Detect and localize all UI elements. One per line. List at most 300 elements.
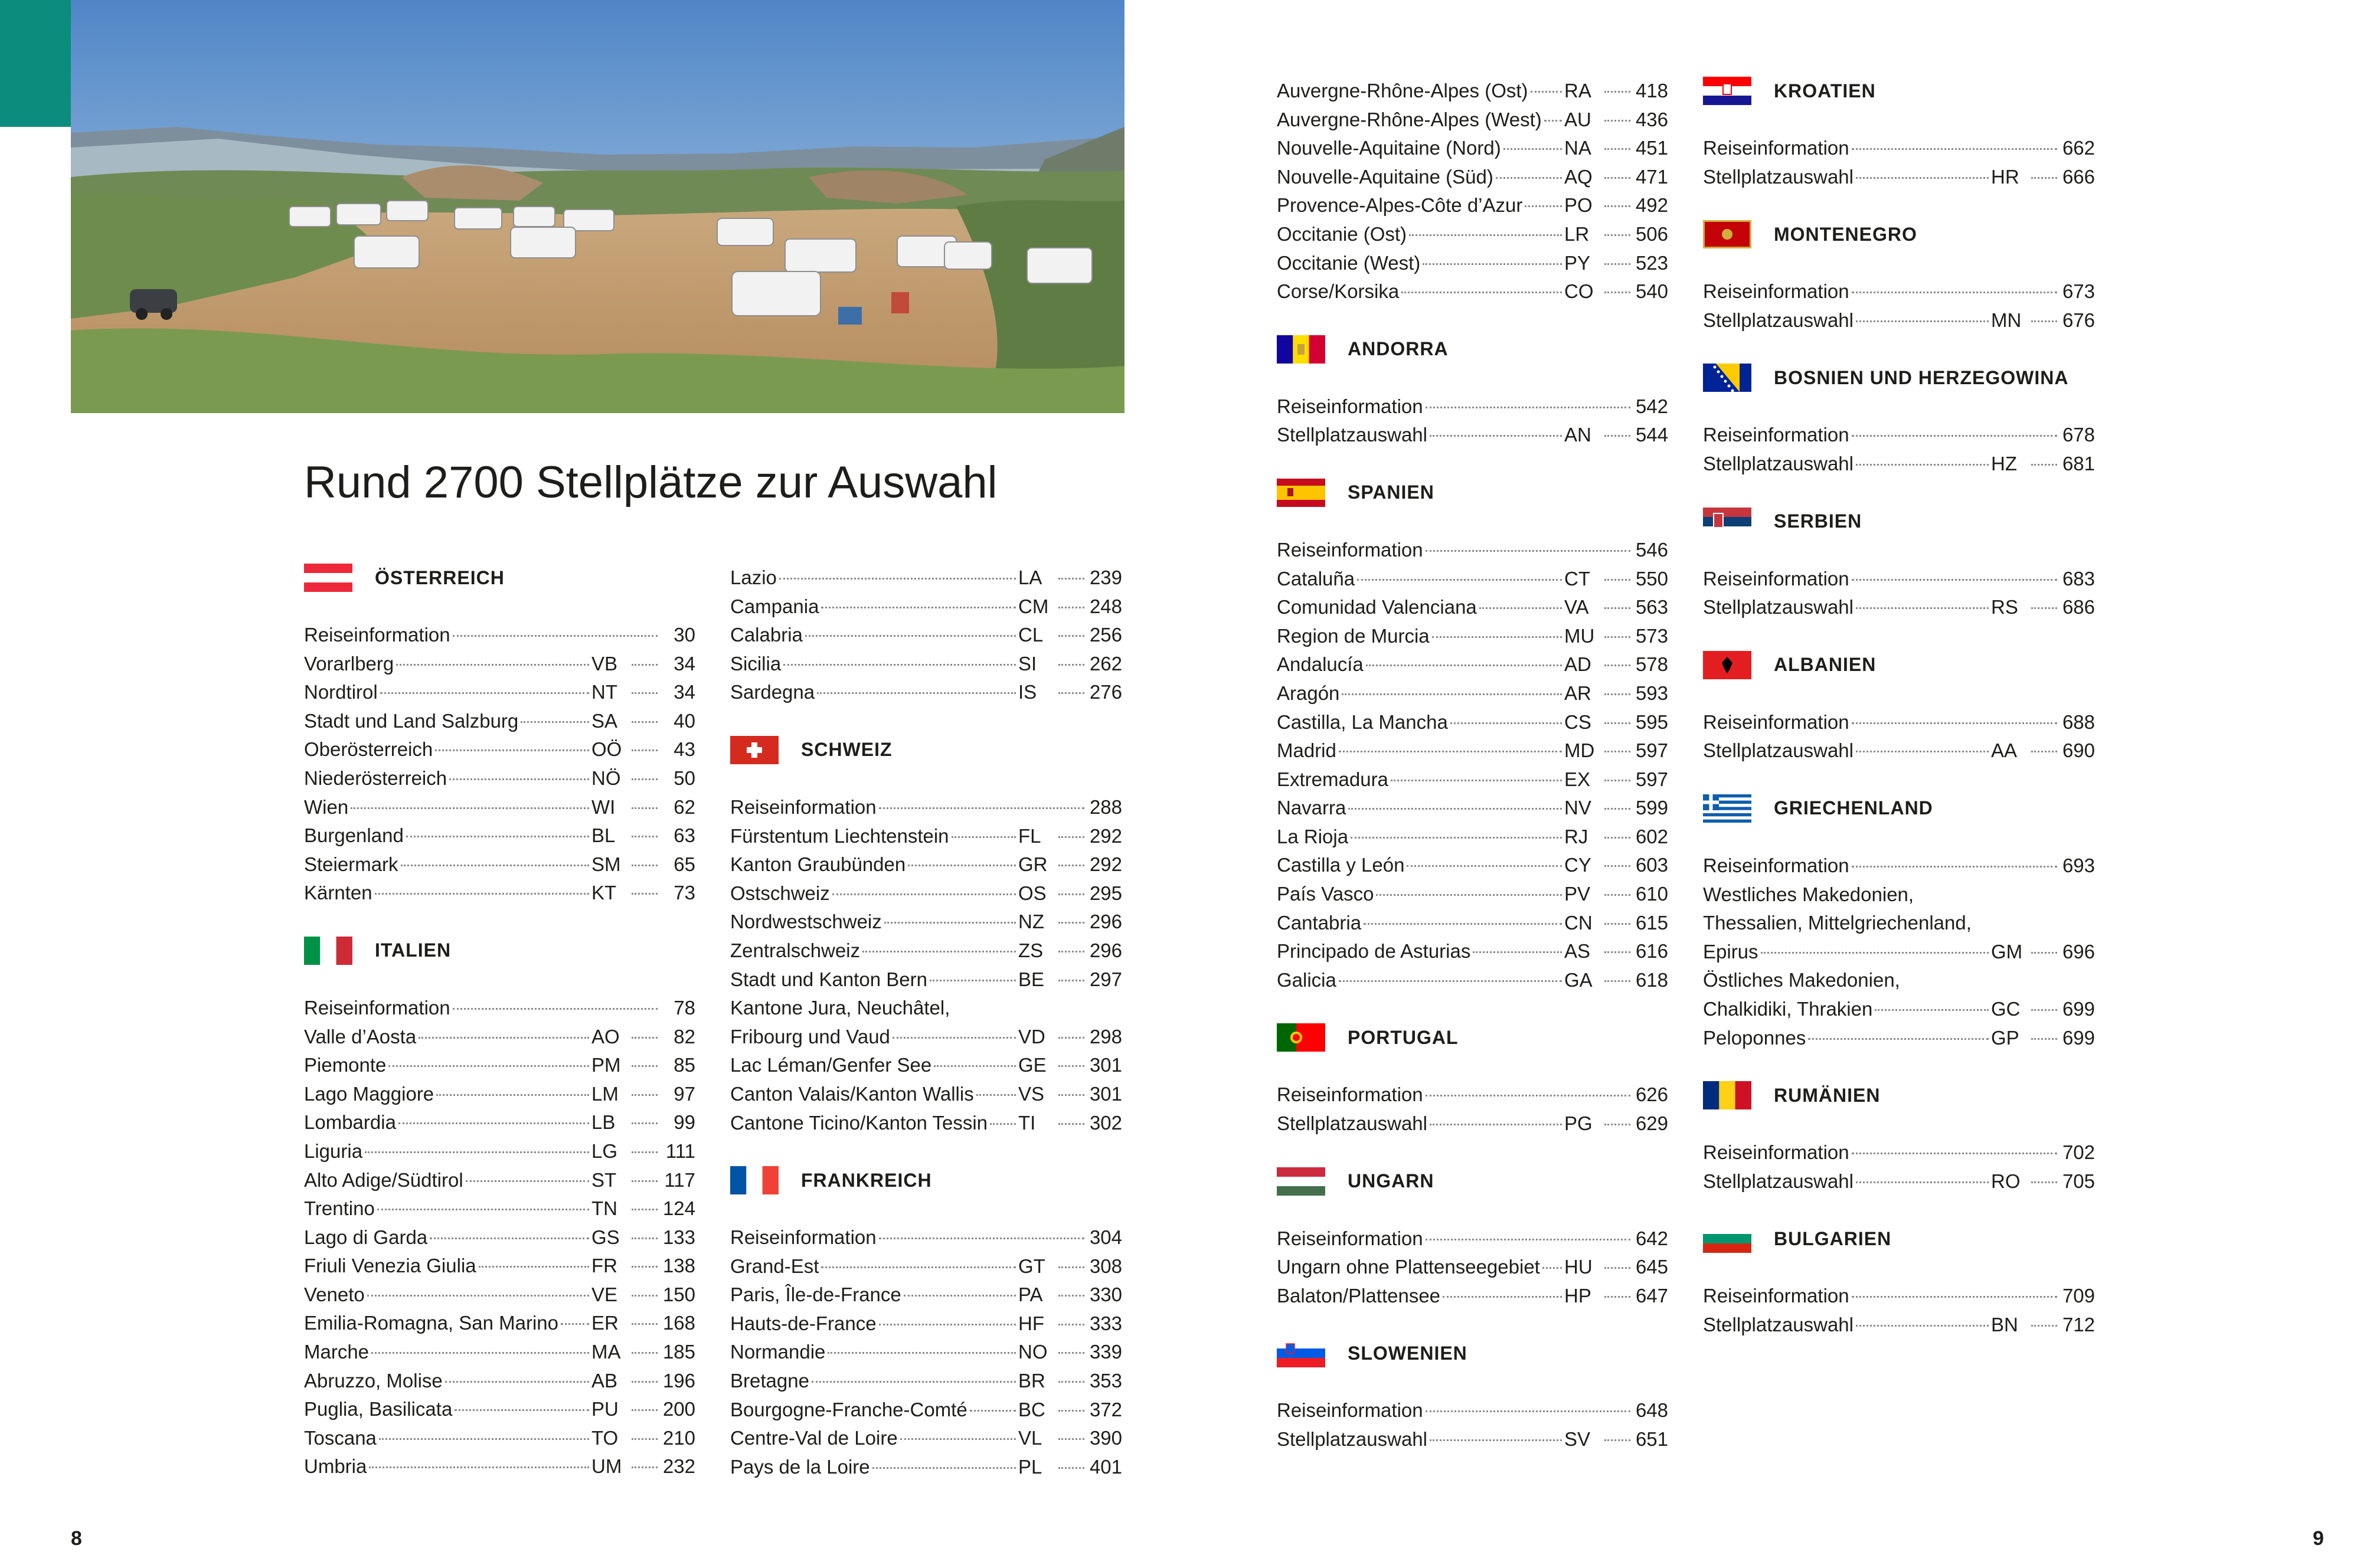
dot-leader [1058, 1410, 1084, 1412]
dot-leader [1852, 148, 2057, 150]
toc-entry[interactable] [730, 1252, 1122, 1281]
region-code: HU [1564, 1256, 1593, 1278]
toc-entry[interactable] [304, 1166, 695, 1195]
toc-entry[interactable] [1703, 708, 2095, 737]
toc-entry[interactable] [304, 764, 695, 793]
toc-entry[interactable] [730, 592, 1122, 621]
dot-leader [351, 807, 589, 809]
page-number: 615 [1635, 911, 1668, 934]
region-code: KT [591, 882, 617, 904]
country-title: ÖSTERREICH [375, 567, 505, 588]
toc-entry-label: Reiseinformation [1703, 280, 1849, 303]
page-number: 676 [2062, 309, 2095, 331]
toc-entry[interactable] [1703, 593, 2095, 622]
toc-entry[interactable] [730, 1223, 1122, 1252]
dot-leader [1426, 1095, 1630, 1096]
toc-entry[interactable] [304, 1452, 695, 1481]
dot-leader [1604, 579, 1630, 581]
dot-leader [1604, 1124, 1630, 1125]
toc-entry[interactable] [1277, 1253, 1668, 1282]
country-section [1277, 77, 1668, 306]
dot-leader [821, 607, 1016, 608]
toc-entry[interactable] [730, 678, 1122, 707]
dot-leader [632, 1238, 658, 1239]
dot-leader [449, 778, 589, 780]
page-number: 185 [662, 1341, 695, 1363]
page-number: 418 [1635, 80, 1668, 102]
toc-entry[interactable] [1277, 708, 1668, 737]
toc-entry-label: Stellplatzauswahl [1703, 596, 1853, 618]
toc-entry[interactable] [730, 1109, 1122, 1138]
region-code: LM [591, 1082, 619, 1105]
toc-entry[interactable] [1277, 277, 1668, 306]
toc-entry[interactable] [304, 650, 695, 679]
region-code: LB [591, 1111, 616, 1134]
page-number: 239 [1089, 567, 1122, 588]
page-number: 563 [1635, 596, 1668, 618]
toc-entry[interactable] [304, 1023, 695, 1052]
toc-entry[interactable] [1277, 1282, 1668, 1311]
toc-entry[interactable] [304, 1395, 695, 1424]
dot-leader [1604, 120, 1630, 122]
toc-entry[interactable] [730, 1424, 1122, 1453]
toc-entry[interactable] [1703, 421, 2095, 450]
region-code: EX [1564, 768, 1591, 790]
country-section [1277, 1339, 1668, 1454]
toc-entry-label: Ungarn ohne Plattenseegebiet [1277, 1256, 1540, 1278]
toc-entry[interactable] [1277, 392, 1668, 421]
page-number: 99 [674, 1111, 695, 1134]
toc-entry[interactable] [730, 994, 1122, 1023]
dot-leader [1604, 664, 1630, 666]
toc-entry[interactable] [304, 1338, 695, 1367]
dot-leader [2031, 952, 2057, 954]
toc-entry[interactable] [304, 621, 695, 650]
dot-leader [1604, 980, 1630, 982]
toc-entry[interactable] [1277, 679, 1668, 708]
region-code: NZ [1018, 911, 1044, 933]
toc-entry[interactable] [730, 1338, 1122, 1367]
toc-entry[interactable] [1277, 622, 1668, 651]
dot-leader [371, 1352, 589, 1354]
dot-leader [632, 1295, 658, 1297]
toc-entry[interactable] [1277, 880, 1668, 909]
toc-entry[interactable] [304, 1424, 695, 1453]
toc-entry[interactable] [1703, 1024, 2095, 1053]
toc-entry[interactable] [730, 1281, 1122, 1310]
country-header [1277, 335, 1668, 364]
toc-entry[interactable] [304, 821, 695, 850]
page-number: 390 [1089, 1427, 1122, 1449]
page-number: 295 [1089, 882, 1122, 904]
country-title: SLOWENIEN [1348, 1342, 1467, 1364]
page-number: 296 [1089, 911, 1122, 933]
toc-entry[interactable] [304, 1281, 695, 1310]
toc-entry[interactable] [1277, 1109, 1668, 1138]
page-number: 292 [1089, 824, 1122, 847]
dot-leader [1342, 693, 1562, 695]
toc-entry-label: Burgenland [304, 824, 404, 847]
region-code: ZS [1018, 939, 1044, 961]
dot-leader [1604, 91, 1630, 93]
toc-entry[interactable] [730, 564, 1122, 592]
dot-leader [1604, 923, 1630, 925]
toc-entry-label: Chalkidiki, Thrakien [1703, 997, 1873, 1020]
dot-leader [1604, 205, 1630, 207]
toc-entry[interactable] [1703, 565, 2095, 594]
region-code: BR [1018, 1370, 1045, 1392]
toc-entry[interactable] [730, 650, 1122, 679]
toc-entry[interactable] [304, 678, 695, 707]
region-code: RA [1564, 80, 1591, 102]
dot-leader [1604, 234, 1630, 236]
region-code: OS [1018, 882, 1047, 904]
page-number: 602 [1635, 825, 1668, 847]
dot-leader [904, 1295, 1016, 1297]
toc-entry[interactable] [304, 1252, 695, 1281]
toc-entry[interactable] [1703, 852, 2095, 880]
page-number: 699 [2062, 1026, 2095, 1049]
dot-leader [872, 1467, 1016, 1469]
toc-entry[interactable] [304, 1223, 695, 1252]
dot-leader [779, 578, 1016, 580]
country-header [1277, 1339, 1668, 1367]
page-number: 693 [2062, 854, 2095, 876]
toc-entry[interactable] [1277, 191, 1668, 220]
page-number: 712 [2062, 1313, 2095, 1335]
toc-entry-label: Reiseinformation [1703, 711, 1849, 733]
dot-leader [1604, 808, 1630, 810]
toc-entry[interactable] [304, 850, 695, 879]
dot-leader [430, 1238, 589, 1239]
flag-rs-icon [1703, 508, 1751, 536]
flag-es-icon [1277, 479, 1325, 507]
region-code: NO [1018, 1341, 1048, 1363]
toc-entry[interactable] [730, 1051, 1122, 1080]
page-heading: Rund 2700 Stellplätze zur Auswahl [304, 457, 998, 508]
country-title: SERBIEN [1774, 510, 1862, 532]
dot-leader [2031, 607, 2057, 609]
dot-leader [2031, 1181, 2057, 1183]
dot-leader [377, 1209, 589, 1210]
country-section [730, 1166, 1122, 1481]
toc-entry-label: Nouvelle-Aquitaine (Nord) [1277, 137, 1501, 159]
toc-entry[interactable] [304, 1080, 695, 1109]
region-code: NA [1564, 137, 1591, 159]
toc-entry[interactable] [730, 937, 1122, 965]
page-number: 451 [1635, 137, 1668, 159]
region-code: RJ [1564, 825, 1588, 847]
toc-entry[interactable] [1277, 650, 1668, 679]
country-section [730, 564, 1122, 707]
region-code: PL [1018, 1455, 1042, 1478]
toc-entry-label: Corse/Korsika [1277, 280, 1400, 303]
dot-leader [1604, 263, 1630, 265]
page-number: 292 [1089, 853, 1122, 876]
page-number: 111 [665, 1140, 695, 1162]
dot-leader [1423, 263, 1562, 265]
dot-leader [632, 749, 658, 751]
toc-entry[interactable] [1277, 909, 1668, 938]
country-header [1703, 77, 2095, 105]
page-number: 597 [1635, 739, 1668, 762]
toc-entry-label: Fürstentum Liechtenstein [730, 824, 949, 847]
dot-leader [1430, 1124, 1562, 1125]
toc-entry[interactable] [1277, 823, 1668, 852]
toc-entry-label: Lago di Garda [304, 1226, 428, 1248]
toc-entry[interactable] [1703, 277, 2095, 306]
dot-leader [1058, 1123, 1084, 1125]
country-section [1703, 364, 2095, 478]
toc-entry[interactable] [1277, 794, 1668, 823]
toc-entry[interactable] [1277, 765, 1668, 794]
toc-entry[interactable] [730, 908, 1122, 937]
page-number: 372 [1089, 1398, 1122, 1420]
region-code: VS [1018, 1082, 1045, 1105]
toc-entry[interactable] [1277, 134, 1668, 163]
toc-entry-label: Bourgogne-Franche-Comté [730, 1398, 967, 1420]
page-number: 50 [674, 767, 695, 789]
page-number: 678 [2062, 424, 2095, 446]
toc-entry-label: Kärnten [304, 882, 372, 904]
toc-entry[interactable] [1277, 106, 1668, 135]
toc-entry[interactable] [304, 735, 695, 764]
dot-leader [1531, 91, 1562, 93]
toc-entry-label: Centre-Val de Loire [730, 1427, 898, 1449]
dot-leader [1852, 866, 2057, 868]
toc-entry[interactable] [730, 1023, 1122, 1052]
country-header [304, 937, 695, 965]
dot-leader [406, 836, 589, 837]
toc-entry[interactable] [1703, 306, 2095, 335]
toc-entry[interactable] [1703, 880, 2095, 909]
toc-entry[interactable] [1277, 536, 1668, 565]
country-header [1277, 1023, 1668, 1052]
page-number: 702 [2062, 1141, 2095, 1164]
page-number: 618 [1635, 968, 1668, 991]
dot-leader [632, 692, 658, 694]
toc-entry-label: Ostschweiz [730, 882, 830, 904]
page-number: 248 [1089, 595, 1122, 617]
page-number: 645 [1635, 1256, 1668, 1278]
toc-entry-label: Auvergne-Rhône-Alpes (Ost) [1277, 80, 1528, 102]
toc-entry-label: Paris, Île-de-France [730, 1284, 901, 1306]
toc-entry[interactable] [1703, 134, 2095, 163]
dot-leader [1604, 751, 1630, 752]
page-number: 210 [662, 1426, 695, 1449]
dot-leader [632, 1122, 658, 1124]
toc-entry[interactable] [304, 1108, 695, 1137]
toc-entry[interactable] [1703, 1311, 2095, 1340]
toc-entry[interactable] [1703, 938, 2095, 967]
dot-leader [1058, 1037, 1084, 1039]
toc-entry[interactable] [730, 850, 1122, 879]
region-code: AD [1564, 653, 1591, 676]
toc-entry[interactable] [304, 994, 695, 1023]
country-header [1703, 508, 2095, 536]
dot-leader [1856, 751, 1989, 752]
toc-entry[interactable] [1277, 1396, 1668, 1425]
toc-entry[interactable] [1703, 163, 2095, 192]
toc-entry-label: Reiseinformation [1277, 1227, 1423, 1249]
toc-entry[interactable] [1277, 220, 1668, 249]
country-title: BOSNIEN UND HERZEGOWINA [1774, 366, 2069, 388]
page-number: 232 [662, 1455, 695, 1478]
region-code: GE [1018, 1054, 1047, 1076]
region-code: GA [1564, 968, 1593, 991]
toc-entry-label: Liguria [304, 1140, 363, 1162]
dot-leader [1058, 1065, 1084, 1067]
country-section [1703, 77, 2095, 191]
region-code: MN [1991, 309, 2022, 331]
page-number: 506 [1635, 222, 1668, 245]
toc-entry[interactable] [730, 822, 1122, 851]
flag-bg-icon [1703, 1225, 1751, 1253]
page-number: 471 [1635, 165, 1668, 188]
dot-leader [828, 1352, 1016, 1354]
toc-entry[interactable] [1277, 1225, 1668, 1253]
dot-leader [1852, 579, 2057, 581]
toc-entry[interactable] [304, 1137, 695, 1166]
region-code: MU [1564, 624, 1595, 647]
toc-entry[interactable] [730, 621, 1122, 650]
page-number: 599 [1635, 797, 1668, 819]
page-number: 573 [1635, 624, 1668, 647]
toc-entry-label: Sardegna [730, 681, 815, 703]
region-code: IS [1018, 681, 1037, 703]
toc-entry-label: Reiseinformation [1703, 1141, 1849, 1164]
region-code: PO [1564, 194, 1593, 217]
region-code: PG [1564, 1112, 1593, 1135]
toc-entry-label: Pays de la Loire [730, 1455, 870, 1478]
page-number: 610 [1635, 883, 1668, 905]
page-number: 353 [1089, 1370, 1122, 1392]
dot-leader [632, 1151, 658, 1153]
dot-leader [632, 1180, 658, 1182]
toc-entry[interactable] [1277, 249, 1668, 278]
page-number: 288 [1089, 796, 1122, 818]
region-code: LG [591, 1140, 618, 1162]
toc-entry-label: Castilla, La Mancha [1277, 711, 1448, 733]
dot-leader [561, 1323, 589, 1325]
toc-entry-label: Stellplatzauswahl [1703, 309, 1853, 331]
toc-entry[interactable] [1277, 163, 1668, 192]
dot-leader [1604, 607, 1630, 609]
toc-entry[interactable] [1703, 995, 2095, 1024]
page-number: 63 [674, 824, 695, 847]
toc-entry[interactable] [304, 1051, 695, 1080]
region-code: BL [591, 824, 616, 847]
flag-hr-icon [1703, 77, 1751, 105]
toc-entry[interactable] [304, 707, 695, 736]
dot-leader [970, 1410, 1016, 1412]
toc-entry[interactable] [1703, 1167, 2095, 1196]
toc-entry[interactable] [1277, 1081, 1668, 1109]
toc-entry-label: Kantone Jura, Neuchâtel, [730, 997, 950, 1019]
toc-entry[interactable] [304, 879, 695, 908]
toc-entry[interactable] [1277, 421, 1668, 450]
page-number: 196 [662, 1369, 695, 1392]
toc-entry[interactable] [1277, 851, 1668, 880]
toc-entry[interactable] [730, 793, 1122, 822]
toc-entry-label: Principado de Asturias [1277, 940, 1471, 963]
page-number: 73 [674, 882, 695, 904]
toc-entry[interactable] [730, 965, 1122, 994]
toc-entry-label: Reiseinformation [730, 796, 877, 818]
dot-leader [1604, 435, 1630, 437]
toc-entry[interactable] [1703, 1282, 2095, 1311]
page-number: 578 [1635, 653, 1668, 676]
toc-entry[interactable] [1277, 937, 1668, 966]
toc-entry-label: Cantone Ticino/Kanton Tessin [730, 1111, 988, 1134]
toc-entry[interactable] [730, 1453, 1122, 1482]
dot-leader [401, 865, 589, 866]
dot-leader [1604, 1267, 1630, 1269]
region-code: AN [1564, 424, 1591, 446]
toc-entry[interactable] [1277, 593, 1668, 622]
region-code: NV [1564, 797, 1591, 819]
toc-entry[interactable] [1703, 909, 2095, 938]
toc-entry[interactable] [1703, 1138, 2095, 1167]
toc-entry-label: Lago Maggiore [304, 1082, 434, 1105]
toc-entry-label: Nordwestschweiz [730, 911, 882, 933]
flag-ad-icon [1277, 335, 1325, 364]
toc-entry[interactable] [730, 1396, 1122, 1425]
region-code: CY [1564, 854, 1591, 876]
toc-entry-label: Reiseinformation [304, 624, 450, 646]
region-code: GR [1018, 853, 1048, 876]
flag-fr-icon [730, 1166, 779, 1194]
toc-entry[interactable] [1277, 966, 1668, 995]
toc-entry[interactable] [730, 1367, 1122, 1396]
country-title: ALBANIEN [1774, 654, 1877, 676]
page-number: 546 [1635, 538, 1668, 561]
toc-entry[interactable] [1277, 77, 1668, 106]
dot-leader [1058, 692, 1084, 694]
toc-entry[interactable] [304, 1367, 695, 1396]
dot-leader [1432, 636, 1562, 638]
toc-entry[interactable] [1703, 450, 2095, 479]
dot-leader [1348, 808, 1562, 810]
dot-leader [900, 1438, 1016, 1440]
toc-entry[interactable] [1277, 1425, 1668, 1454]
toc-entry[interactable] [304, 793, 695, 822]
toc-entry[interactable] [730, 1310, 1122, 1338]
dot-leader [1604, 780, 1630, 781]
country-section [304, 564, 695, 908]
page-number: 603 [1635, 854, 1668, 876]
toc-entry[interactable] [1703, 966, 2095, 995]
toc-entry-label: Thessalien, Mittelgriechenland, [1703, 912, 1972, 934]
toc-entry-label: Extremadura [1277, 768, 1388, 790]
toc-entry[interactable] [1703, 736, 2095, 765]
toc-entry[interactable] [730, 879, 1122, 908]
dot-leader [1058, 836, 1084, 838]
region-code: VD [1018, 1025, 1045, 1047]
dot-leader [832, 893, 1016, 895]
country-header [1703, 220, 2095, 248]
toc-entry[interactable] [304, 1194, 695, 1223]
toc-entry[interactable] [1277, 736, 1668, 765]
dot-leader [2031, 751, 2057, 752]
dot-leader [1401, 292, 1562, 293]
dot-leader [1856, 1181, 1989, 1183]
toc-entry[interactable] [304, 1309, 695, 1338]
toc-entry[interactable] [730, 1080, 1122, 1109]
toc-entry[interactable] [1277, 565, 1668, 594]
toc-entry-label: Abruzzo, Molise [304, 1369, 443, 1392]
page-number: 651 [1635, 1428, 1668, 1450]
